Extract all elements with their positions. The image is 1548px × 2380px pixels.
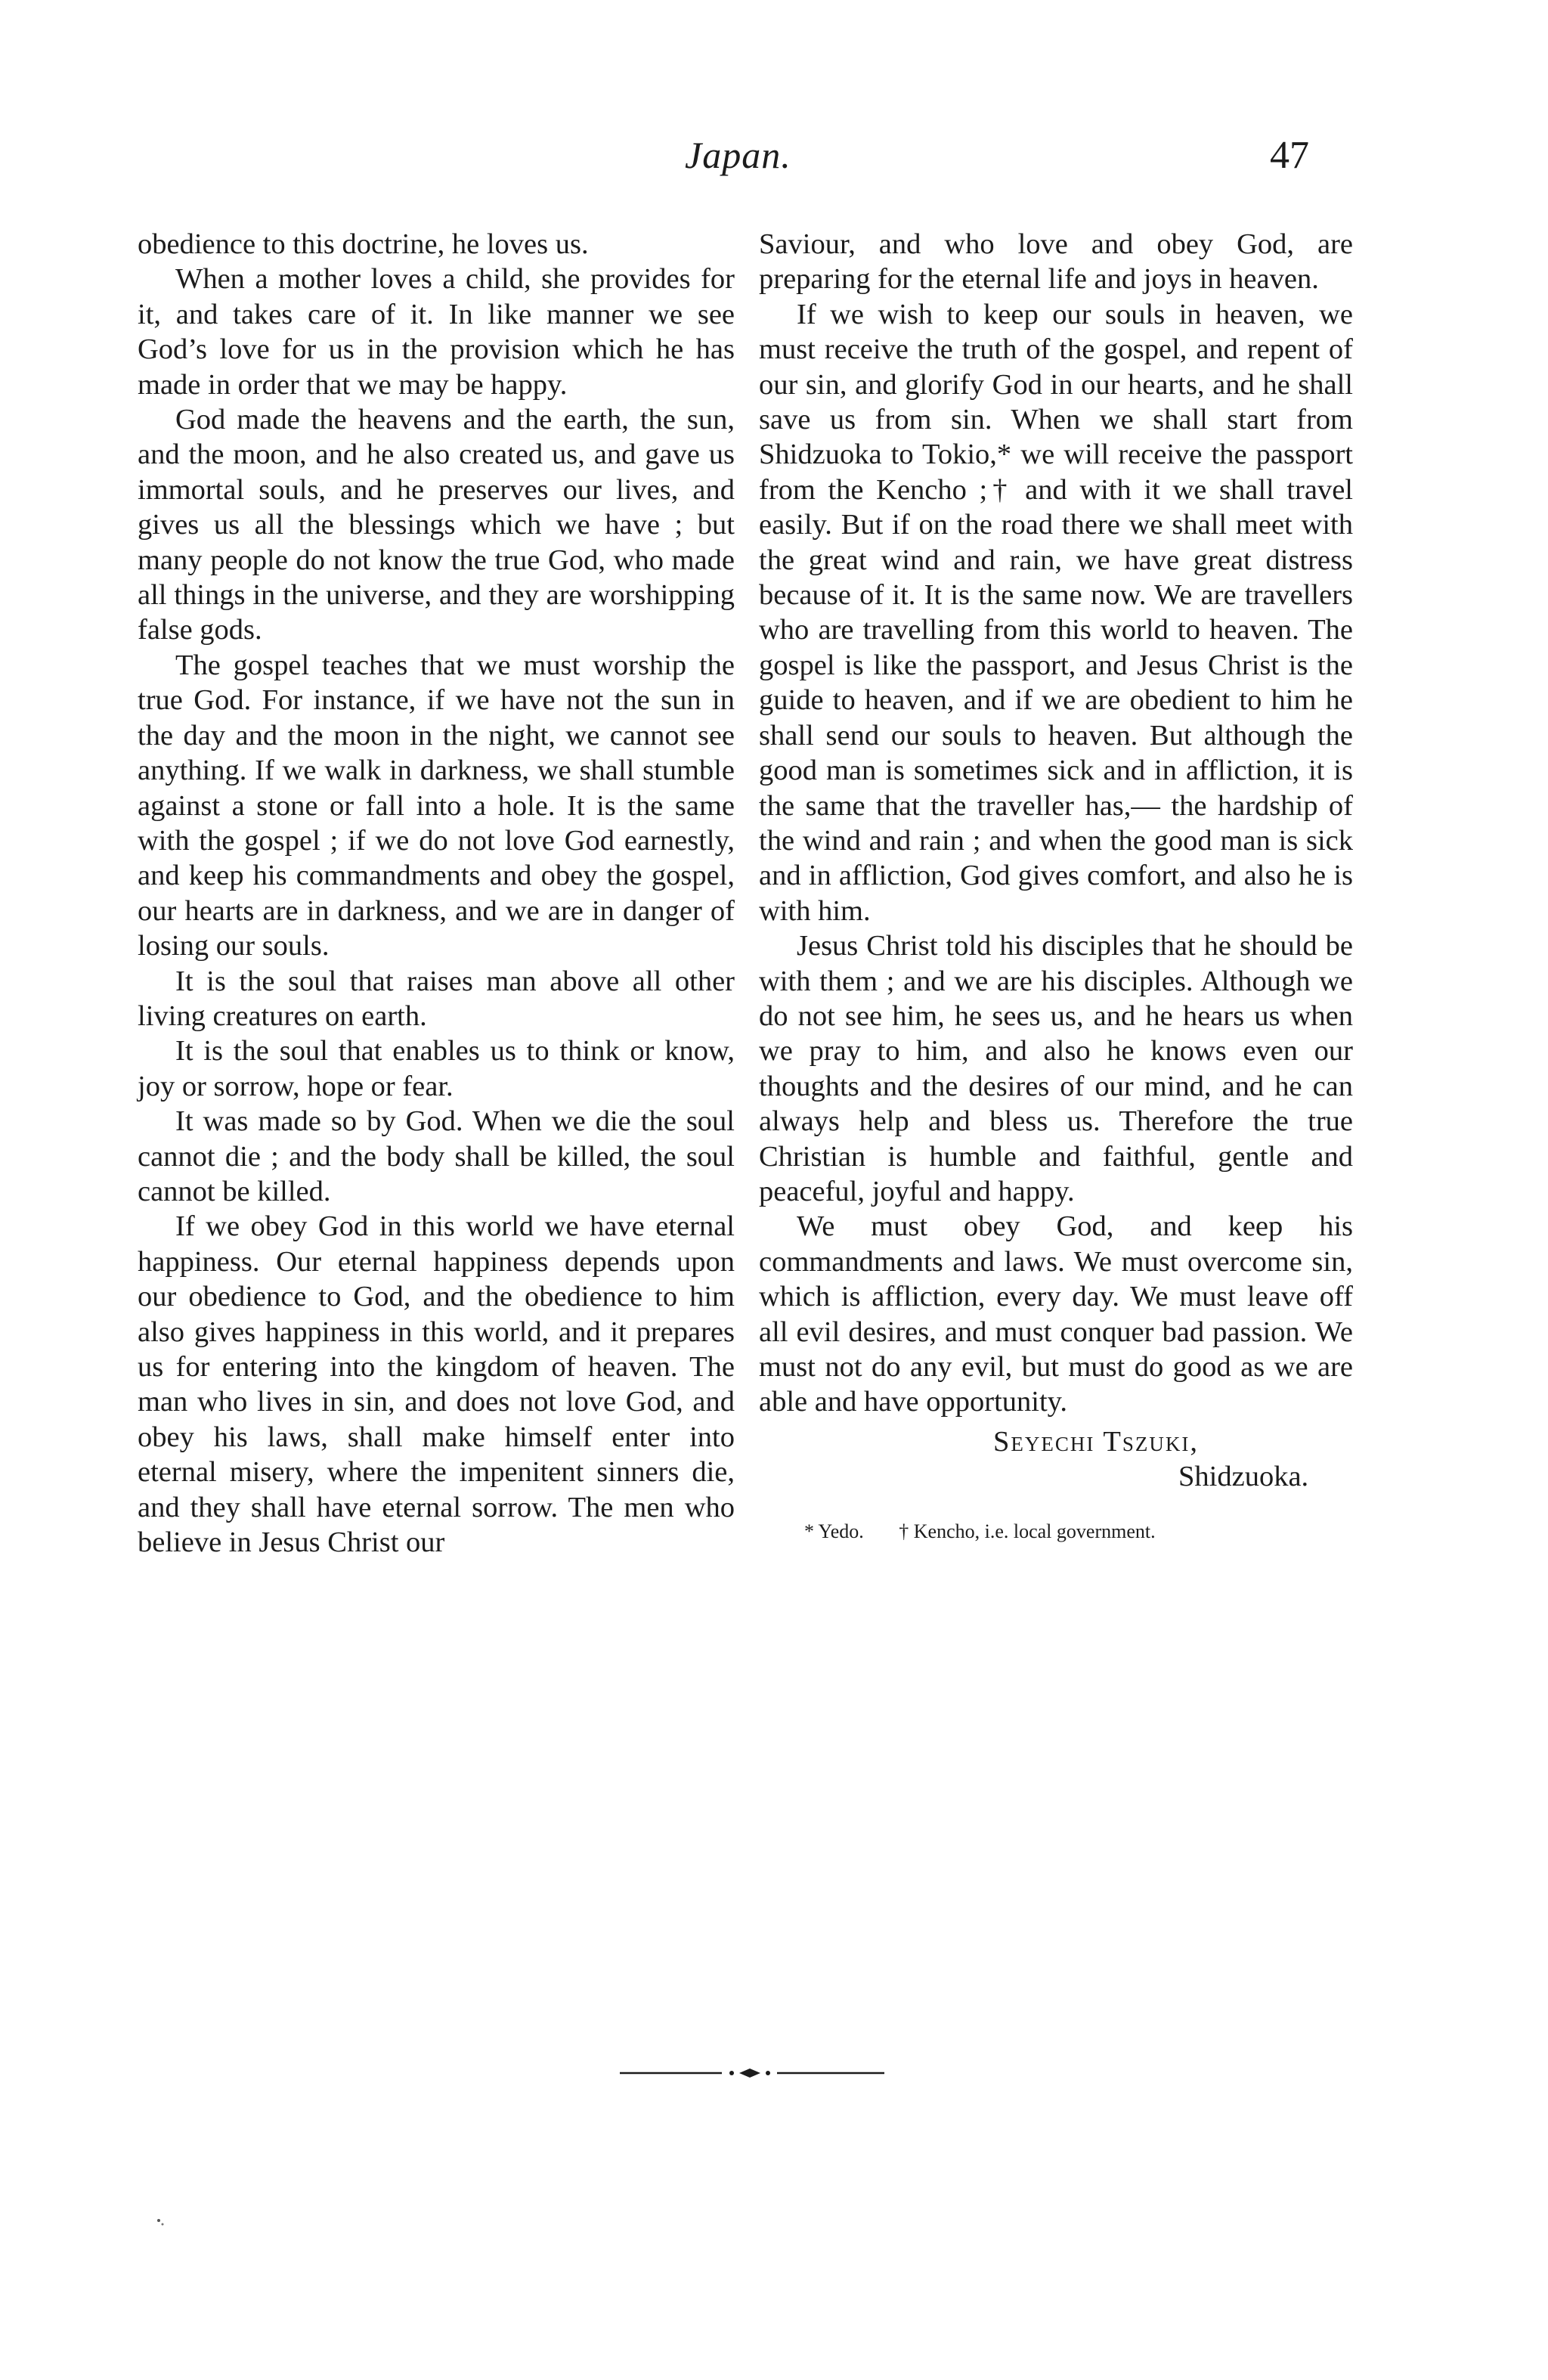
paragraph: obedience to this doctrine, he loves us. — [138, 228, 589, 260]
footnote: † Kencho, i.e. local government. — [899, 1520, 1156, 1542]
author-name: Seyechi Tszuki, — [993, 1425, 1199, 1458]
paragraph: Jesus Christ told his disciples that he should be with them ; and we are his disciples. Although we do not see him, he sees us, and he hears us when we pray to him, and also he knows even our thoughts and the desires of our mind, and he can always help and bless us. Therefore the true Christian is humble and faithful, gentle and peaceful, joyful and happy. — [759, 930, 1353, 1207]
paragraph: It is the soul that enables us to think or know, joy or sorrow, hope or fear. — [138, 1035, 735, 1102]
paragraph: It was made so by God. When we die the soul cannot die ; and the body shall be killed, the soul cannot be killed. — [138, 1105, 735, 1207]
paragraph: When a mother loves a child, she provides for it, and takes care of it. In like manner we see God’s love for us in the provision which he has made in order that we may be happy. — [138, 263, 735, 401]
running-title: Japan. — [685, 134, 791, 176]
section-divider-ornament — [620, 2065, 884, 2081]
right-column — [759, 227, 1353, 1544]
footnote: * Yedo. — [804, 1520, 864, 1542]
paragraph: We must obey God, and keep his commandments and laws. We must overcome sin, which is affliction, every day. We must leave off all evil desires, and must conquer bad passion. We must not do any evil, but must do good as we are able and have opportunity. — [759, 1210, 1353, 1418]
author-place: Shidzuoka. — [1178, 1460, 1309, 1492]
paragraph: The gospel teaches that we must worship the true God. For instance, if we have not the sun in the day and the moon in the night, we cannot see anything. If we walk in darkness, we shall stumble against a stone or fall into a hole. It is the same with the gospel ; if we do not love God earnestly, and keep his commandments and obey the gospel, our hearts are in darkness, and we are in danger of losing our souls. — [138, 649, 735, 962]
left-column — [138, 227, 735, 1560]
paragraph: It is the soul that raises man above all other living creatures on earth. — [138, 965, 735, 1032]
running-head — [0, 133, 1548, 186]
ink-speck — [155, 2217, 166, 2227]
paragraph: If we wish to keep our souls in heaven, we must receive the truth of the gospel, and repent of our sin, and glorify God in our hearts, and he shall save us from sin. When we shall start from Shidzuoka to Tokio,* we will receive the passport from the Kencho ;† and with it we shall travel easily. But if on the road there we shall meet with the great wind and rain, we have great distress because of it. It is the same now. We are travellers who are travelling from this world to heaven. The gospel is like the passport, and Jesus Christ is the guide to heaven, and if we are obedient to him he shall send our souls to heaven. But although the good man is sometimes sick and in affliction, it is the same that the traveller has,— the hardship of the wind and rain ; and when the good man is sick and in affliction, God gives comfort, and also he is with him. — [759, 298, 1353, 927]
footnotes — [759, 1520, 1353, 1544]
signature-block — [759, 1424, 1353, 1497]
paragraph: If we obey God in this world we have eternal happiness. Our eternal happiness depends upon our obedience to God, and the obedience to him also gives happiness in this world, and it prepares us for entering into the kingdom of heaven. The man who lives in sin, and does not love God, and obey his laws, shall make himself enter into eternal misery, where the impenitent sinners die, and they shall have eternal sorrow. The men who believe in Jesus Christ our — [138, 1210, 735, 1559]
paragraph: Saviour, and who love and obey God, are preparing for the eternal life and joys in heaven. — [759, 228, 1353, 296]
page-number: 47 — [1270, 134, 1309, 177]
paragraph: God made the heavens and the earth, the sun, and the moon, and he also created us, and gave us immortal souls, and he preserves our lives, and gives us all the blessings which we have ; but many people do not know the true God, who made all things in the universe, and they are worshipping false gods. — [138, 404, 735, 646]
